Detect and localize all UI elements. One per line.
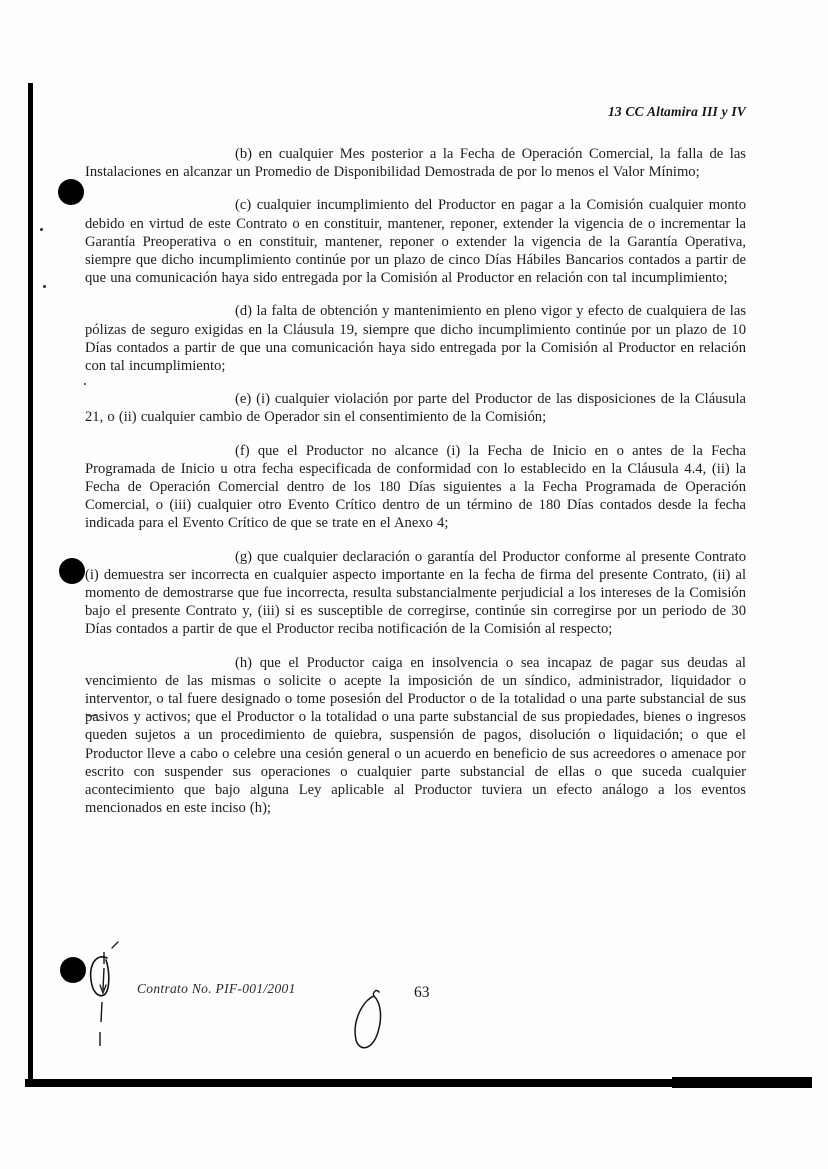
- paragraph-text: que el Productor no alcance (i) la Fecha de Inicio en o antes de la Fecha Programada de Inicio u otra fecha especificada de conformidad con lo establecido en la Cláusula 4.4, (ii) la Fecha de Operación Comercial dentro de los 180 Días siguientes a la Fecha Programada de Operación Comercial, o (iii) cualquier otro Evento Crítico dentro de un término de 180 Días contados desde la fecha indicada para el Evento Crítico de que se trate en el Anexo 4;: [85, 442, 746, 532]
- hole-punch-dot: [59, 558, 85, 584]
- paragraph-text: que el Productor caiga en insolvencia o sea incapaz de pagar sus deudas al vencimiento de las mismas o solicite o acepte la imposición de un síndico, administrador, liquidador o interventor, o tal fuere designado o tome posesión del Productor o de la totalidad o una parte substancial de sus pasivos y activos; que el Productor o la totalidad o una parte substancial de sus propiedades, bienes o ingresos queden sujetos a un procedimiento de quiebra, suspensión de pagos, disolución o liquidación; o que el Productor lleve a cabo o celebre una cesión general o un acuerdo en beneficio de sus acreedores o amenace por escrito con suspender sus operaciones o cualquier parte substancial de ellas o que suceda cualquier acontecimiento que bajo alguna Ley aplicable al Productor tuviera un efecto análogo a los eventos mencionados en este inciso (h);: [85, 654, 746, 817]
- pen-tick-mark: [112, 942, 118, 948]
- scan-noise-speck: [43, 285, 46, 288]
- hole-punch-dot: [60, 957, 86, 983]
- paragraph-label: (e): [235, 391, 252, 408]
- scan-noise-speck: [40, 228, 43, 231]
- page-edge-rule-left: [28, 83, 33, 1085]
- paragraph-text: en cualquier Mes posterior a la Fecha de Operación Comercial, la falla de las Instalaciones en alcanzar un Promedio de Disponibilidad Demostrada de por lo menos el Valor Mínimo;: [85, 146, 746, 181]
- pen-oval-scribble: [355, 991, 380, 1048]
- paragraph-b: [85, 145, 746, 181]
- paragraph-label: (d): [235, 303, 253, 320]
- page-edge-rule-bottom-thick-segment: [672, 1077, 812, 1088]
- footer-contract-number: Contrato No. PIF-001/2001: [137, 981, 296, 996]
- pen-loop-mark: [91, 957, 109, 996]
- paragraph-label: (f): [235, 442, 250, 459]
- paragraph-label: (g): [235, 548, 253, 565]
- pen-vertical-stroke: [103, 952, 104, 990]
- running-header: 13 CC Altamira III y IV: [607, 104, 746, 119]
- paragraph-text: (i) cualquier violación por parte del Productor de las disposiciones de la Cláusula 21, o (ii) cualquier cambio de Operador sin el consentimiento de la Comisión;: [85, 391, 746, 426]
- paragraph-text: la falta de obtención y mantenimiento en pleno vigor y efecto de cualquiera de las pólizas de seguro exigidas en la Cláusula 19, siempre que dicho incumplimiento continúe por un plazo de 10 Días contados a partir de que una comunicación haya sido entregada por la Comisión al Productor en relación con tal incumplimiento;: [85, 303, 746, 375]
- paragraph-label: (h): [235, 654, 253, 671]
- paragraph-c: [85, 196, 746, 287]
- pen-dashed-tail: [100, 1002, 102, 1046]
- paragraph-g: [85, 548, 746, 639]
- page-number: 63: [414, 984, 430, 1001]
- paragraph-label: (c): [235, 197, 252, 214]
- paragraph-h: [85, 654, 746, 818]
- paragraph-text: cualquier incumplimiento del Productor en pagar a la Comisión cualquier monto debido en virtud de este Contrato o en constituir, mantener, reponer, extender la vigencia de o incrementar la Garantía Preoperativa o en constituir, mantener, reponer o extender la vigencia de la Garantía Operativa, siempre que dicho incumplimiento continúe por un plazo de cinco Días Hábiles Bancarios contados a partir de que una comunicación haya sido entregada por la Comisión al Productor en relación con tal incumplimiento;: [85, 197, 746, 287]
- contract-body: [85, 145, 746, 833]
- paragraph-d: [85, 302, 746, 375]
- paragraph-f: [85, 442, 746, 533]
- pen-arrowhead: [100, 985, 106, 993]
- paragraph-text: que cualquier declaración o garantía del Productor conforme al presente Contrato (i) demuestra ser incorrecta en cualquier aspecto importante en la fecha de firma del presente Contrato, (ii) al momento de demostrarse que fue incorrecta, resulta substancialmente perjudicial a los intereses de la Comisión bajo el presente Contrato y, (iii) si es susceptible de corregirse, continúe sin corregirse por un periodo de 30 Días contados a partir de que el Productor reciba notificación de la Comisión al respecto;: [85, 548, 746, 638]
- paragraph-label: (b): [235, 146, 253, 162]
- hole-punch-dot: [58, 179, 84, 205]
- paragraph-e: [85, 390, 746, 426]
